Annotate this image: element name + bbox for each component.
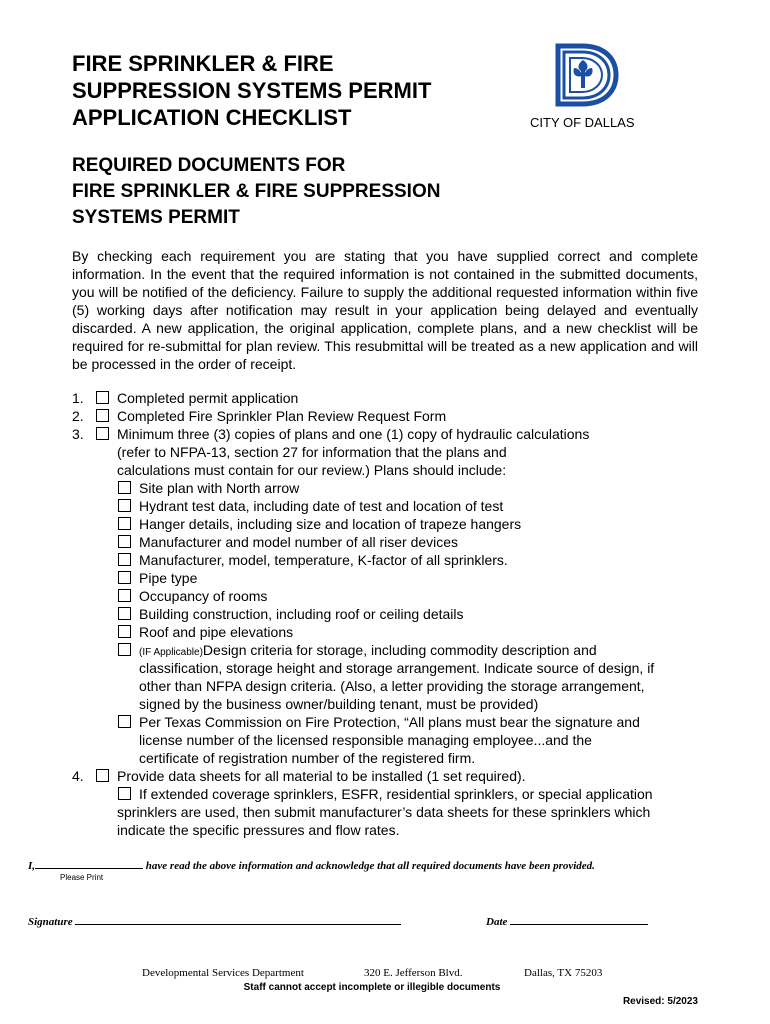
- sub-item: [72, 623, 712, 641]
- sub-item-text: Building construction, including roof or ceiling details: [139, 606, 464, 622]
- sub-item-text: Per Texas Commission on Fire Protection, “All plans must bear the signature and: [139, 714, 640, 730]
- document-title: [72, 50, 512, 131]
- sub-item: [72, 533, 712, 551]
- checkbox[interactable]: [118, 607, 131, 620]
- footer-city: Dallas, TX 75203: [524, 967, 603, 979]
- if-applicable-tag: (IF Applicable): [139, 647, 203, 658]
- sub-item-text-continued: signed by the business owner/building tenant, must be provided): [139, 696, 539, 712]
- sub-item: [72, 785, 712, 803]
- checkbox[interactable]: [118, 787, 131, 800]
- sub-item-text: Roof and pipe elevations: [139, 624, 294, 640]
- acknowledgement-line: [28, 858, 748, 872]
- checkbox[interactable]: [118, 715, 131, 728]
- sub-item: [72, 497, 712, 515]
- sub-item-text: Site plan with North arrow: [139, 480, 300, 496]
- name-field[interactable]: [35, 858, 143, 869]
- checkbox[interactable]: [118, 553, 131, 566]
- sub-item: [72, 551, 712, 569]
- signature-field[interactable]: [75, 914, 401, 925]
- item-text-continued: calculations must contain for our review.) Plans should include:: [117, 462, 507, 478]
- required-documents-heading: [72, 153, 632, 231]
- signature-label: Signature: [28, 916, 73, 928]
- checkbox[interactable]: [96, 427, 109, 440]
- item-number: 1.: [72, 390, 84, 406]
- checkbox[interactable]: [96, 409, 109, 422]
- sub-item-text: (IF Applicable)Design criteria for storage, including commodity description and: [139, 642, 597, 658]
- acknowledgement-text: have read the above information and acknowledge that all required documents have been provided.: [145, 860, 595, 872]
- sub-item: [72, 641, 712, 659]
- sub-item-text: Occupancy of rooms: [139, 588, 268, 604]
- item-number: 3.: [72, 426, 84, 442]
- acknowledgement-prefix: I,: [28, 860, 36, 872]
- sub-item-text: Hydrant test data, including date of test and location of test: [139, 498, 504, 514]
- signature-row: [28, 914, 748, 928]
- date-field[interactable]: [510, 914, 648, 925]
- item-text: Completed Fire Sprinkler Plan Review Request Form: [117, 408, 447, 424]
- sub-item-text: Manufacturer and model number of all riser devices: [139, 534, 459, 550]
- sub-item-text: Pipe type: [139, 570, 198, 586]
- heading-line: FIRE SPRINKLER & FIRE SUPPRESSION: [72, 181, 441, 202]
- requirements-checklist: [72, 389, 712, 839]
- item-number: 2.: [72, 408, 84, 424]
- please-print-label: Please Print: [60, 873, 104, 882]
- sub-item: [72, 587, 712, 605]
- checkbox[interactable]: [96, 769, 109, 782]
- checkbox[interactable]: [96, 391, 109, 404]
- item-text-continued: (refer to NFPA-13, section 27 for information that the plans and: [117, 444, 507, 460]
- sub-item-text-continued: license number of the licensed responsible managing employee...and the: [139, 732, 592, 748]
- sub-item-text-continued: other than NFPA design criteria. (Also, a letter providing the storage arrangement,: [139, 678, 645, 694]
- footer-department: Developmental Services Department: [142, 967, 304, 979]
- sub-item-text: Manufacturer, model, temperature, K-factor of all sprinklers.: [139, 552, 508, 568]
- sub-item: [72, 713, 712, 731]
- checkbox[interactable]: [118, 589, 131, 602]
- list-item: [72, 767, 712, 785]
- item-text: Completed permit application: [117, 390, 299, 406]
- sub-item: [72, 479, 712, 497]
- intro-paragraph: By checking each requirement you are stating that you have supplied correct and complete information. In the event that the required information is not contained in the submitted documents, you will be notified of the deficiency. Failure to supply the additional requested information within five (5) working days after notification may result in your application being delayed and eventually discarded. A new application, the original application, complete plans, and a new checklist will be required for re-submittal for plan review. This resubmittal will be treated as a new application and will be processed in the order of receipt.: [72, 248, 698, 372]
- city-of-dallas-logo-icon: [548, 42, 620, 108]
- item-text: Provide data sheets for all material to be installed (1 set required).: [117, 768, 526, 784]
- city-name: CITY OF DALLAS: [530, 115, 635, 130]
- sub-item: [72, 605, 712, 623]
- heading-line: REQUIRED DOCUMENTS FOR: [72, 155, 346, 176]
- heading-line: SYSTEMS PERMIT: [72, 207, 240, 228]
- sub-item-text-continued: certificate of registration number of the registered firm.: [139, 750, 476, 766]
- sub-item-text-continued: sprinklers are used, then submit manufacturer’s data sheets for these sprinklers which: [117, 804, 651, 820]
- sub-item-text-continued: classification, storage height and storage arrangement. Indicate source of design, if: [139, 660, 655, 676]
- title-line: FIRE SPRINKLER & FIRE: [72, 51, 334, 76]
- revision-date: Revised: 5/2023: [622, 996, 698, 1007]
- checkbox[interactable]: [118, 625, 131, 638]
- footer-address: 320 E. Jefferson Blvd.: [364, 967, 463, 979]
- checkbox[interactable]: [118, 571, 131, 584]
- item-text: Minimum three (3) copies of plans and one (1) copy of hydraulic calculations: [117, 426, 590, 442]
- sub-item-text: If extended coverage sprinklers, ESFR, residential sprinklers, or special application: [139, 786, 653, 802]
- date-label: Date: [486, 916, 508, 928]
- sub-item-text: Hanger details, including size and location of trapeze hangers: [139, 516, 522, 532]
- checkbox[interactable]: [118, 499, 131, 512]
- sub-item-text-continued: indicate the specific pressures and flow rates.: [117, 822, 400, 838]
- checkbox[interactable]: [118, 481, 131, 494]
- checkbox[interactable]: [118, 643, 131, 656]
- checkbox[interactable]: [118, 517, 131, 530]
- list-item: [72, 389, 712, 407]
- sub-item: [72, 515, 712, 533]
- checkbox[interactable]: [118, 535, 131, 548]
- list-item: [72, 425, 712, 443]
- item-number: 4.: [72, 768, 84, 784]
- title-line: SUPPRESSION SYSTEMS PERMIT: [72, 78, 432, 103]
- footer-note: Staff cannot accept incomplete or illegible documents: [243, 982, 501, 993]
- list-item: [72, 407, 712, 425]
- title-line: APPLICATION CHECKLIST: [72, 105, 352, 130]
- sub-item: [72, 569, 712, 587]
